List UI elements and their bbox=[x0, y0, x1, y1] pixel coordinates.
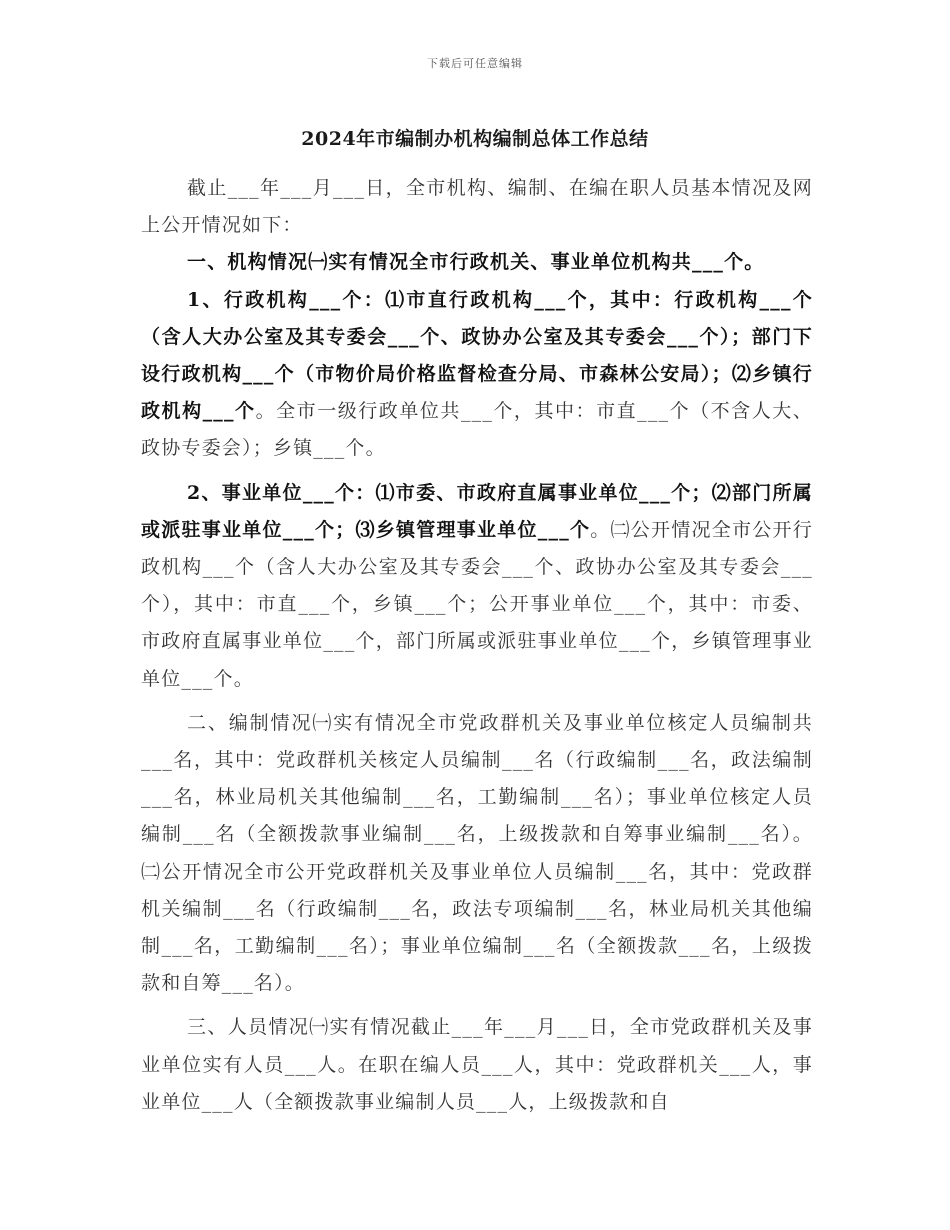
section-3-paragraph: 三、人员情况㈠实有情况截止___年___月___日，全市党政群机关及事业单位实有人员___人。在职在编人员___人，其中：党政群机关___人，事业单位___人（全额拨款事业编制人员___人，上级拨款和自 bbox=[141, 1016, 813, 1113]
section-1-item-1-rest: 。全市一级行政单位共___个，其中：市直___个（不含人大、政协专委会）；乡镇___个。 bbox=[141, 400, 813, 460]
section-1-heading: 一、机构情况㈠实有情况全市行政机关、事业单位机构共___个。 bbox=[187, 251, 765, 274]
section-1-item-1 bbox=[141, 282, 813, 468]
header-note: 下载后可任意编辑 bbox=[427, 57, 523, 70]
section-1-item-2-bold: 2、事业单位___个：⑴市委、市政府直属事业单位___个；⑵部门所属或派驻事业单位___个；⑶乡镇管理事业单位___个 bbox=[141, 481, 813, 541]
intro-paragraph: 截止___年___月___日，全市机构、编制、在编在职人员基本情况及网上公开情况如下： bbox=[141, 177, 813, 237]
document-body bbox=[141, 170, 813, 1121]
section-1-item-1-bold: 1、行政机构___个：⑴市直行政机构___个，其中：行政机构___个（含人大办公室及其专委会___个、政协办公室及其专委会___个）；部门下设行政机构___个（市物价局价格监督检查分局、市森林公安局）；⑵乡镇行政机构___个 bbox=[141, 288, 813, 423]
section-2-paragraph: 二、编制情况㈠实有情况全市党政群机关及事业单位核定人员编制共___名，其中：党政群机关核定人员编制___名（行政编制___名，政法编制___名，林业局机关其他编制___名，工勤编制___名）；事业单位核定人员编制___名（全额拨款事业编制___名，上级拨款和自筹事业编制___名）。㈡公开情况全市公开党政群机关及事业单位人员编制___名，其中：党政群机关编制___名（行政编制___名，政法专项编制___名，林业局机关其他编制___名，工勤编制___名）；事业单位编制___名（全额拨款___名，上级拨款和自筹___名）。 bbox=[141, 711, 813, 995]
section-1-item-2-rest: 。㈡公开情况全市公开行政机构___个（含人大办公室及其专委会___个、政协办公室及其专委会___个），其中：市直___个，乡镇___个；公开事业单位___个，其中：市委、市政府直属事业单位___个，部门所属或派驻事业单位___个，乡镇管理事业单位___个。 bbox=[141, 518, 813, 690]
document-title: 2024年市编制办机构编制总体工作总结 bbox=[301, 128, 649, 150]
section-1-item-2 bbox=[141, 475, 813, 698]
